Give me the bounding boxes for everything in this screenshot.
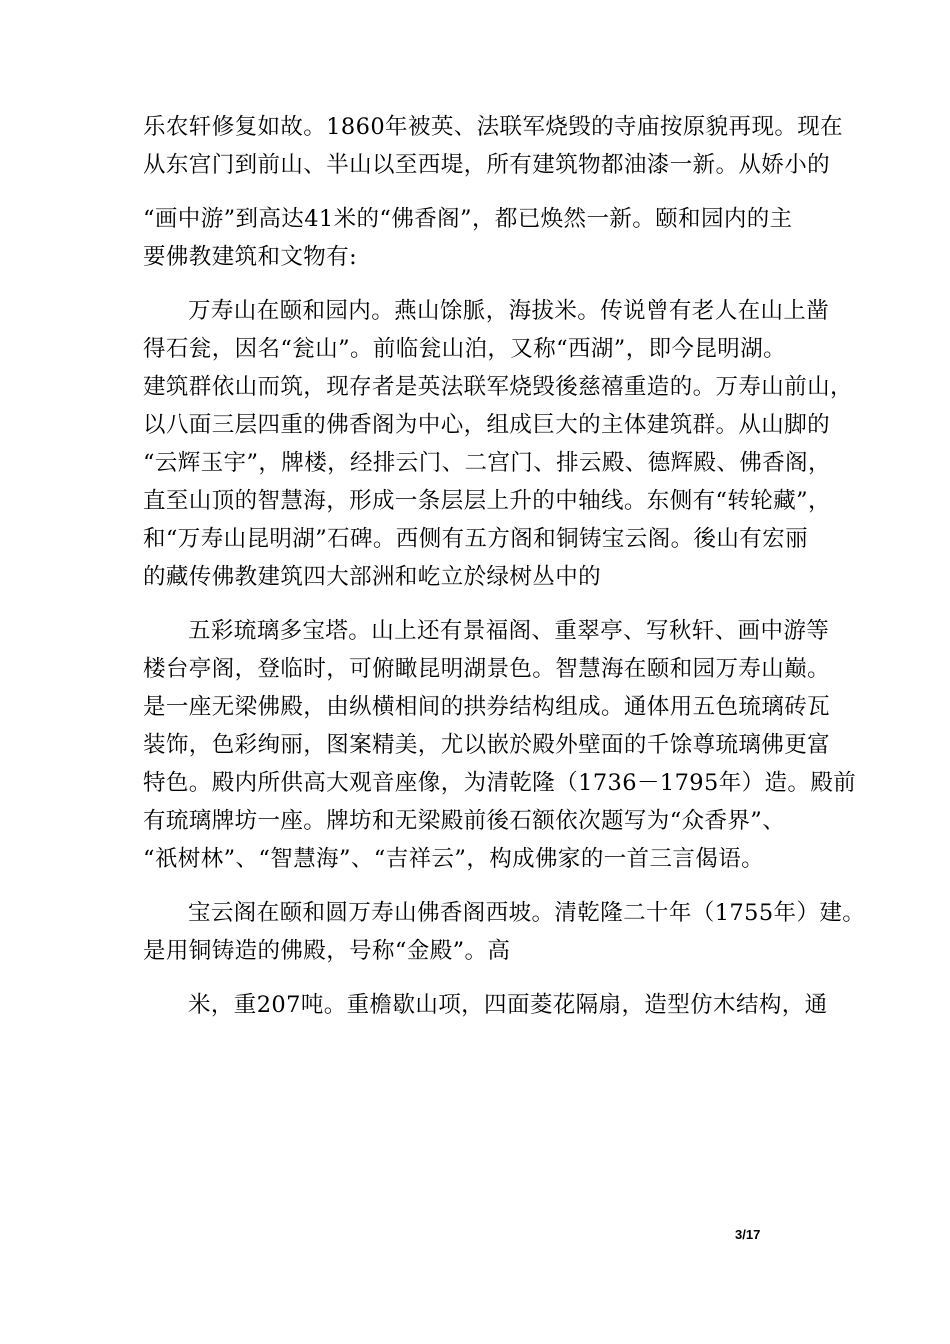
text-line: “画中游”到高达41米的“佛香阁”，都已焕然一新。颐和园内的主 (143, 206, 793, 232)
paragraph (143, 292, 853, 596)
text-line: 是用铜铸造的佛殿，号称“金殿”。高 (143, 938, 511, 964)
text-line: 的藏传佛教建筑四大部洲和屹立於绿树丛中的 (143, 564, 602, 590)
text-line: 以八面三层四重的佛香阁为中心，组成巨大的主体建筑群。从山脚的 (143, 412, 831, 438)
paragraph (143, 894, 866, 970)
text-line: 特色。殿内所供高大观音座像，为清乾隆（1736－1795年）造。殿前 (143, 770, 857, 796)
text-line: “祇树林”、“智慧海”、“吉祥云”，构成佛家的一首三言偈语。 (143, 846, 765, 872)
text-line: 从东宫门到前山、半山以至西堤，所有建筑物都油漆一新。从娇小的 (143, 152, 831, 178)
text-line: 得石瓮，因名“瓮山”。前临瓮山泊，又称“西湖”，即今昆明湖。 (143, 336, 787, 362)
document-body (143, 108, 866, 1024)
text-line: “云辉玉宇”，牌楼，经排云门、二宫门、排云殿、德辉殿、佛香阁， (143, 450, 831, 476)
text-line: 米，重207吨。重檐歇山项，四面菱花隔扇，造型仿木结构，通 (188, 992, 828, 1018)
text-line: 是一座无梁佛殿，由纵横相间的拱券结构组成。通体用五色琉璃砖瓦 (143, 694, 831, 720)
text-line: 宝云阁在颐和圆万寿山佛香阁西坡。清乾隆二十年（1755年）建。 (188, 900, 866, 926)
text-line: 要佛教建筑和文物有: (143, 244, 358, 270)
text-line: 直至山顶的智慧海，形成一条层层上升的中轴线。东侧有“转轮藏”， (143, 488, 831, 514)
paragraph (143, 108, 844, 276)
page-number: 3/17 (735, 1227, 761, 1242)
text-line: 和“万寿山昆明湖”石碑。西侧有五方阁和铜铸宝云阁。後山有宏丽 (143, 526, 809, 552)
text-line: 装饰，色彩绚丽，图案精美，尤以嵌於殿外壁面的千馀尊琉璃佛更富 (143, 732, 831, 758)
text-line: 楼台亭阁，登临时，可俯瞰昆明湖景色。智慧海在颐和园万寿山巅。 (143, 656, 831, 682)
text-line: 建筑群依山而筑，现存者是英法联军烧毁後慈禧重造的。万寿山前山， (143, 374, 853, 400)
paragraph (143, 612, 857, 878)
text-line: 有琉璃牌坊一座。牌坊和无梁殿前後石额依次题写为“众香界”、 (143, 808, 786, 834)
text-line: 乐农轩修复如故。1860年被英、法联军烧毁的寺庙按原貌再现。现在 (143, 114, 844, 140)
text-line: 五彩琉璃多宝塔。山上还有景福阁、重翠亭、写秋轩、画中游等 (188, 618, 830, 644)
text-line: 万寿山在颐和园内。燕山馀脈，海拔米。传说曾有老人在山上凿 (188, 298, 830, 324)
paragraph (143, 986, 828, 1024)
